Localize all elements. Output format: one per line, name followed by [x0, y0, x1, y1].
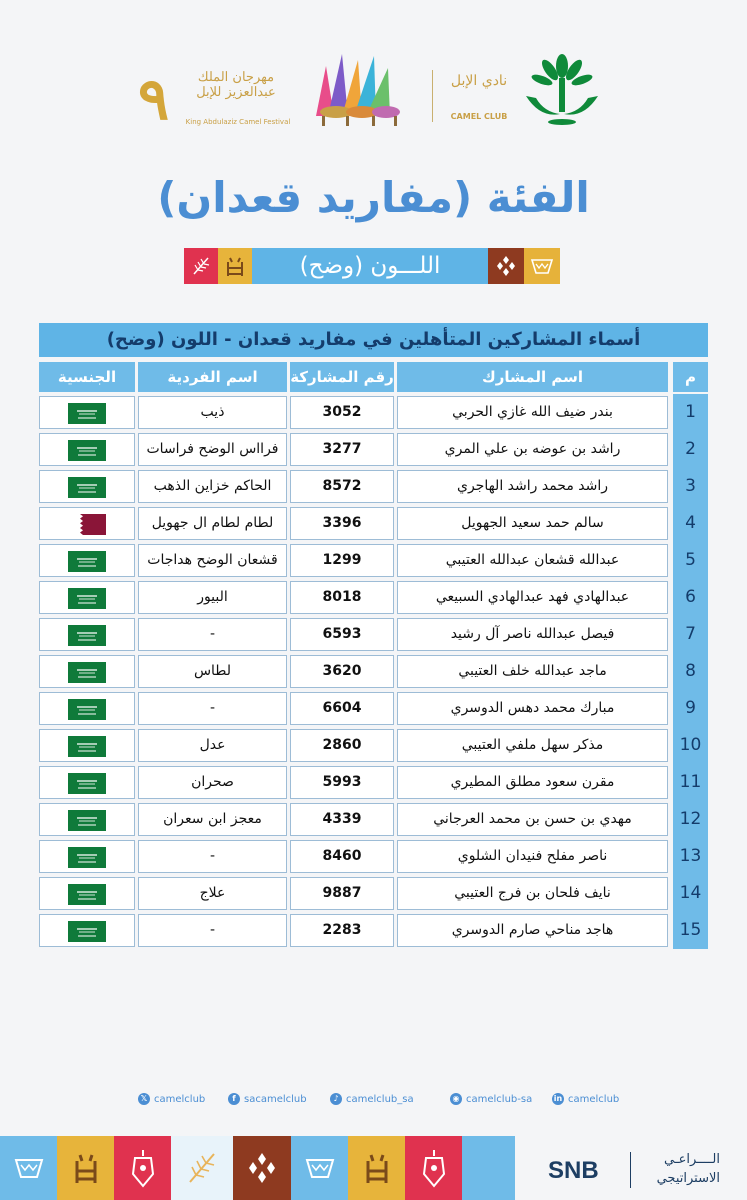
social-link[interactable]: [138, 1088, 205, 1110]
palm-camel-emblem-icon: [520, 52, 604, 130]
nationality-flag: [39, 877, 135, 910]
saudi-flag-icon: [68, 551, 106, 572]
saudi-flag-icon: [68, 588, 106, 609]
nationality-flag: [39, 618, 135, 651]
row-index: 14: [673, 875, 708, 912]
participant-name: مهدي بن حسن بن محمد العرجاني: [397, 803, 668, 836]
participant-name: هاجد مناحي صارم الدوسري: [397, 914, 668, 947]
row-index: 2: [673, 431, 708, 468]
social-link[interactable]: [552, 1088, 619, 1110]
row-index: 7: [673, 616, 708, 653]
table-row: [0, 838, 747, 875]
nationality-flag: [39, 766, 135, 799]
social-handle: camelclub_sa: [346, 1093, 414, 1105]
saudi-flag-icon: [68, 847, 106, 868]
nationality-flag: [39, 914, 135, 947]
x-icon: 𝕏: [138, 1093, 150, 1105]
nationality-flag: [39, 396, 135, 429]
social-handle: camelclub: [154, 1093, 206, 1105]
social-links: [0, 1088, 747, 1112]
nickname: معجز ابن سعران: [138, 803, 287, 836]
nickname: قشعان الوضح هداجات: [138, 544, 287, 577]
linkedin-icon: in: [553, 1094, 563, 1103]
participant-name: فيصل عبدالله ناصر آل رشيد: [397, 618, 668, 651]
column-header-nationality: الجنسية: [39, 362, 135, 392]
nickname: علاج: [138, 877, 287, 910]
nickname: -: [138, 840, 287, 873]
saudi-flag-icon: [68, 810, 106, 831]
snb-logo: SNB: [548, 1157, 599, 1184]
nationality-flag: [39, 655, 135, 688]
column-header-participant: اسم المشارك: [397, 362, 668, 392]
color-label: اللـــون (وضح): [252, 248, 488, 284]
table-row: [0, 875, 747, 912]
participant-name: مبارك محمد دهس الدوسري: [397, 692, 668, 725]
row-index: 15: [673, 912, 708, 949]
social-handle: camelclub-sa: [466, 1093, 533, 1105]
diamond-pattern-tile: [488, 248, 524, 284]
row-index: 6: [673, 579, 708, 616]
entry-number: 8018: [290, 581, 394, 614]
logo-divider: [432, 70, 433, 122]
row-index: 1: [673, 394, 708, 431]
nationality-flag: [39, 433, 135, 466]
nationality-flag: [39, 692, 135, 725]
sponsor-label: الــــراعـي الاستراتيجي: [656, 1152, 720, 1186]
footer-bowl-tile-2: [291, 1136, 348, 1200]
saudi-flag-icon: [68, 440, 106, 461]
footer-diamond-tile: [233, 1136, 291, 1200]
participant-name: ماجد عبدالله خلف العتيبي: [397, 655, 668, 688]
entry-number: 5993: [290, 766, 394, 799]
column-header-entry-no: رقم المشاركة: [290, 362, 394, 392]
saudi-flag-icon: [68, 736, 106, 757]
footer-saddle-tile-2: [348, 1136, 405, 1200]
row-index: 9: [673, 690, 708, 727]
table-row: [0, 542, 747, 579]
club-name-en: CAMEL CLUB: [450, 112, 508, 121]
entry-number: 1299: [290, 544, 394, 577]
nationality-flag: [39, 544, 135, 577]
table-row: [0, 616, 747, 653]
participant-name: ناصر مفلح فنيدان الشلوي: [397, 840, 668, 873]
table-row: [0, 579, 747, 616]
table-row: [0, 727, 747, 764]
saudi-flag-icon: [68, 773, 106, 794]
festival-name-ar: مهرجان الملك عبدالعزيز للإبل: [196, 70, 276, 100]
saudi-flag-icon: [68, 699, 106, 720]
entry-number: 6604: [290, 692, 394, 725]
table-caption: أسماء المشاركين المتأهلين في مفاريد قعدان - اللون (وضح): [39, 323, 708, 357]
table-row: [0, 394, 747, 431]
saudi-flag-icon: [68, 477, 106, 498]
table-row: [0, 431, 747, 468]
entry-number: 3052: [290, 396, 394, 429]
nickname: الحاكم خزاين الذهب: [138, 470, 287, 503]
nickname: صحران: [138, 766, 287, 799]
saudi-flag-icon: [68, 884, 106, 905]
nationality-flag: [39, 507, 135, 540]
footer-lantern-tile-2: [405, 1136, 462, 1200]
palm-leaf-icon: [184, 1150, 220, 1186]
nickname: -: [138, 914, 287, 947]
nickname: ذيب: [138, 396, 287, 429]
entry-number: 4339: [290, 803, 394, 836]
table-row: [0, 764, 747, 801]
bowl-icon: [14, 1156, 44, 1180]
saudi-flag-icon: [68, 921, 106, 942]
nickname: لطاس: [138, 655, 287, 688]
page-title: الفئة (مفاريد قعدان): [157, 173, 590, 222]
club-name-ar: نادي الإبل: [450, 73, 508, 89]
decorative-footer-band: [0, 1136, 515, 1200]
social-link[interactable]: [450, 1088, 532, 1110]
palm-leaf-tile: [184, 248, 218, 284]
diamond-pattern-icon: [494, 254, 518, 278]
camel-saddle-icon: [72, 1151, 100, 1185]
nickname: لطام لطام ال جهويل: [138, 507, 287, 540]
row-index: 12: [673, 801, 708, 838]
festival-edition-number: ٩: [138, 65, 170, 133]
header-logos: [0, 40, 747, 140]
social-link[interactable]: [330, 1088, 414, 1110]
participant-name: عبدالهادي فهد عبدالهادي السبيعي: [397, 581, 668, 614]
footer-palm-tile: [171, 1136, 233, 1200]
row-index: 10: [673, 727, 708, 764]
bowl-icon: [530, 256, 554, 276]
bowl-tile: [524, 248, 560, 284]
nickname: -: [138, 618, 287, 651]
nickname: -: [138, 692, 287, 725]
table-row: [0, 505, 747, 542]
column-header-index: م: [673, 362, 708, 392]
bowl-icon: [305, 1156, 335, 1180]
table-row: [0, 690, 747, 727]
entry-number: 8572: [290, 470, 394, 503]
nickname: البيور: [138, 581, 287, 614]
saddle-tile: [218, 248, 252, 284]
entry-number: 2283: [290, 914, 394, 947]
table-row: [0, 653, 747, 690]
participant-name: سالم حمد سعيد الجهويل: [397, 507, 668, 540]
social-link[interactable]: [228, 1088, 307, 1110]
facebook-icon: f: [228, 1093, 240, 1105]
saudi-flag-icon: [68, 625, 106, 646]
nationality-flag: [39, 581, 135, 614]
camel-saddle-icon: [224, 254, 246, 278]
row-index: 3: [673, 468, 708, 505]
table-row: [0, 801, 747, 838]
participant-name: بندر ضيف الله غازي الحربي: [397, 396, 668, 429]
social-handle: camelclub: [568, 1093, 620, 1105]
participant-name: عبدالله قشعان عبدالله العتيبي: [397, 544, 668, 577]
diamond-pattern-icon: [245, 1151, 279, 1185]
footer-saddle-tile: [57, 1136, 114, 1200]
row-index: 13: [673, 838, 708, 875]
entry-number: 3396: [290, 507, 394, 540]
participant-name: مقرن سعود مطلق المطيري: [397, 766, 668, 799]
participant-name: مذكر سهل ملفي العتيبي: [397, 729, 668, 762]
nickname: عدل: [138, 729, 287, 762]
snapchat-icon: ◉: [450, 1093, 462, 1105]
footer-bowl-tile: [0, 1136, 57, 1200]
nickname: فرااس الوضح فراسات: [138, 433, 287, 466]
footer-lantern-tile: [114, 1136, 171, 1200]
tiktok-instagram-icon: ♪: [330, 1093, 342, 1105]
entry-number: 3277: [290, 433, 394, 466]
table-column-headers: [39, 362, 708, 392]
row-index: 8: [673, 653, 708, 690]
entry-number: 9887: [290, 877, 394, 910]
entry-number: 6593: [290, 618, 394, 651]
row-index: 4: [673, 505, 708, 542]
table-row: [0, 468, 747, 505]
column-header-nickname: اسم الفردية: [138, 362, 287, 392]
lantern-icon: [130, 1148, 156, 1188]
social-handle: sacamelclub: [244, 1093, 307, 1105]
row-index: 11: [673, 764, 708, 801]
participant-name: نايف فلحان بن فرج العتيبي: [397, 877, 668, 910]
palm-leaf-icon: [190, 255, 212, 277]
nationality-flag: [39, 840, 135, 873]
nationality-flag: [39, 803, 135, 836]
qatar-flag-icon: [68, 514, 106, 535]
festival-name-en: King Abdulaziz Camel Festival: [185, 118, 291, 126]
nationality-flag: [39, 729, 135, 762]
sponsor-divider: [630, 1152, 631, 1188]
saudi-flag-icon: [68, 662, 106, 683]
nationality-flag: [39, 470, 135, 503]
participant-name: راشد بن عوضه بن علي المري: [397, 433, 668, 466]
footer-blue-tile: [462, 1136, 515, 1200]
participant-name: راشد محمد راشد الهاجري: [397, 470, 668, 503]
row-index: 5: [673, 542, 708, 579]
entry-number: 8460: [290, 840, 394, 873]
entry-number: 2860: [290, 729, 394, 762]
festival-riders-art-icon: [296, 46, 406, 128]
entry-number: 3620: [290, 655, 394, 688]
table-row: [0, 912, 747, 949]
lantern-icon: [421, 1148, 447, 1188]
camel-saddle-icon: [363, 1151, 391, 1185]
saudi-flag-icon: [68, 403, 106, 424]
color-band: [184, 248, 560, 284]
